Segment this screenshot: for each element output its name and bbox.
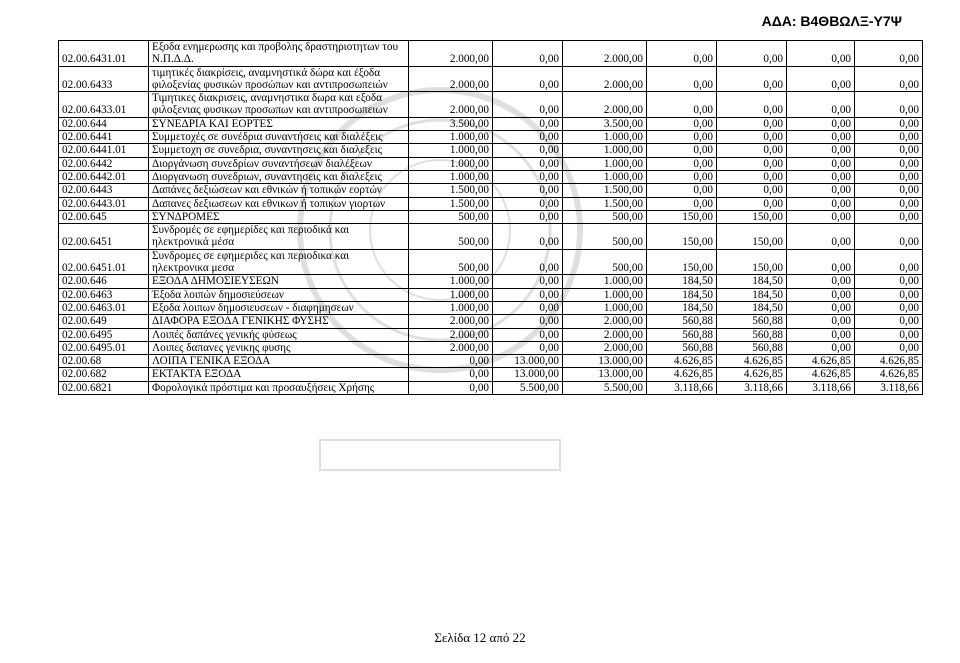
account-code-cell: 02.00.6495 [59, 328, 149, 341]
amount-cell: 184,50 [717, 301, 787, 314]
amount-cell: 4.626,85 [647, 355, 717, 368]
amount-cell: 1.500,00 [563, 184, 647, 197]
amount-cell: 0,00 [493, 249, 563, 275]
amount-cell: 0,00 [787, 328, 855, 341]
amount-cell: 560,88 [647, 341, 717, 354]
amount-cell: 0,00 [855, 249, 923, 275]
amount-cell: 0,00 [787, 131, 855, 144]
amount-cell: 0,00 [647, 197, 717, 210]
description-cell: Έξοδα λοιπών δημοσιεύσεων [149, 288, 409, 301]
amount-cell: 184,50 [717, 288, 787, 301]
amount-cell: 0,00 [647, 92, 717, 118]
table-row [59, 275, 923, 288]
amount-cell: 13.000,00 [563, 355, 647, 368]
amount-cell: 13.000,00 [563, 368, 647, 381]
amount-cell: 1.000,00 [409, 288, 493, 301]
budget-rows [59, 41, 923, 395]
amount-cell: 2.000,00 [563, 41, 647, 67]
amount-cell: 0,00 [855, 288, 923, 301]
amount-cell: 0,00 [787, 66, 855, 92]
description-cell: ΛΟΙΠΑ ΓΕΝΙΚΑ ΕΞΟΔΑ [149, 355, 409, 368]
amount-cell: 184,50 [647, 288, 717, 301]
amount-cell: 500,00 [409, 249, 493, 275]
amount-cell: 0,00 [647, 131, 717, 144]
table-row [59, 157, 923, 170]
amount-cell: 0,00 [787, 275, 855, 288]
amount-cell: 1.000,00 [563, 144, 647, 157]
amount-cell: 0,00 [493, 301, 563, 314]
table-row [59, 41, 923, 67]
amount-cell: 0,00 [787, 184, 855, 197]
description-cell: ΕΚΤΑΚΤΑ ΕΞΟΔΑ [149, 368, 409, 381]
amount-cell: 1.000,00 [563, 301, 647, 314]
amount-cell: 1.500,00 [563, 197, 647, 210]
description-cell: Εξοδα ενημερωσης και προβολης δραστηριοτητων του Ν.Π.Δ.Δ. [149, 41, 409, 67]
account-code-cell: 02.00.6431.01 [59, 41, 149, 67]
amount-cell: 0,00 [493, 184, 563, 197]
table-row [59, 341, 923, 354]
amount-cell: 0,00 [855, 224, 923, 250]
amount-cell: 150,00 [647, 224, 717, 250]
amount-cell: 2.000,00 [409, 328, 493, 341]
amount-cell: 184,50 [647, 275, 717, 288]
description-cell: Διοργάνωση συνεδρίων συναντήσεων διαλέξεων [149, 157, 409, 170]
amount-cell: 2.000,00 [409, 315, 493, 328]
account-code-cell: 02.00.6433 [59, 66, 149, 92]
description-cell: Δαπάνες δεξιώσεων και εθνικών ή τοπικών εορτών [149, 184, 409, 197]
account-code-cell: 02.00.6463 [59, 288, 149, 301]
table-row [59, 301, 923, 314]
amount-cell: 500,00 [409, 210, 493, 223]
amount-cell: 0,00 [493, 328, 563, 341]
account-code-cell: 02.00.6463.01 [59, 301, 149, 314]
amount-cell: 0,00 [647, 41, 717, 67]
amount-cell: 0,00 [787, 144, 855, 157]
amount-cell: 500,00 [563, 249, 647, 275]
amount-cell: 150,00 [647, 210, 717, 223]
budget-table [58, 40, 923, 395]
amount-cell: 150,00 [717, 249, 787, 275]
table-row [59, 224, 923, 250]
amount-cell: 0,00 [647, 184, 717, 197]
amount-cell: 500,00 [409, 224, 493, 250]
amount-cell: 0,00 [787, 197, 855, 210]
amount-cell: 0,00 [493, 197, 563, 210]
amount-cell: 0,00 [647, 117, 717, 130]
account-code-cell: 02.00.645 [59, 210, 149, 223]
amount-cell: 3.118,66 [717, 381, 787, 394]
description-cell: ΣΥΝΔΡΟΜΕΣ [149, 210, 409, 223]
table-row [59, 381, 923, 394]
amount-cell: 0,00 [493, 131, 563, 144]
amount-cell: 1.500,00 [409, 184, 493, 197]
amount-cell: 0,00 [493, 41, 563, 67]
account-code-cell: 02.00.68 [59, 355, 149, 368]
table-row [59, 249, 923, 275]
table-row [59, 355, 923, 368]
amount-cell: 2.000,00 [409, 92, 493, 118]
amount-cell: 0,00 [493, 315, 563, 328]
account-code-cell: 02.00.6443.01 [59, 197, 149, 210]
amount-cell: 0,00 [787, 341, 855, 354]
amount-cell: 150,00 [647, 249, 717, 275]
amount-cell: 4.626,85 [787, 368, 855, 381]
page-number: Σελίδα 12 από 22 [434, 630, 526, 645]
amount-cell: 2.000,00 [563, 341, 647, 354]
amount-cell: 0,00 [787, 92, 855, 118]
amount-cell: 560,88 [647, 328, 717, 341]
amount-cell: 3.500,00 [563, 117, 647, 130]
amount-cell: 0,00 [855, 157, 923, 170]
amount-cell: 0,00 [855, 315, 923, 328]
amount-cell: 2.000,00 [563, 92, 647, 118]
amount-cell: 0,00 [855, 328, 923, 341]
amount-cell: 0,00 [717, 184, 787, 197]
amount-cell: 0,00 [493, 92, 563, 118]
description-cell: Φορολογικά πρόστιμα και προσαυξήσεις Χρήσης [149, 381, 409, 394]
amount-cell: 1.000,00 [409, 170, 493, 183]
description-cell: τιμητικές διακρίσεις, αναμνηστικά δώρα και έξοδα φιλοξενίας φυσικών προσώπων και αντιπροσωπειών [149, 66, 409, 92]
amount-cell: 0,00 [493, 224, 563, 250]
description-cell: Συμμετοχη σε συνεδρια, συναντησεις και διαλεξεις [149, 144, 409, 157]
table-row [59, 210, 923, 223]
table-row [59, 131, 923, 144]
amount-cell: 4.626,85 [787, 355, 855, 368]
amount-cell: 3.118,66 [855, 381, 923, 394]
table-row [59, 368, 923, 381]
amount-cell: 0,00 [787, 288, 855, 301]
amount-cell: 1.000,00 [563, 275, 647, 288]
description-cell: Συνδρομές σε εφημερίδες και περιοδικά και ηλεκτρονικά μέσα [149, 224, 409, 250]
amount-cell: 3.118,66 [647, 381, 717, 394]
amount-cell: 0,00 [717, 197, 787, 210]
amount-cell: 500,00 [563, 210, 647, 223]
description-cell: Συμμετοχές σε συνέδρια συναντήσεις και διαλέξεις [149, 131, 409, 144]
table-row [59, 315, 923, 328]
amount-cell: 5.500,00 [563, 381, 647, 394]
amount-cell: 560,88 [717, 341, 787, 354]
amount-cell: 0,00 [855, 41, 923, 67]
amount-cell: 0,00 [717, 66, 787, 92]
account-code-cell: 02.00.6495.01 [59, 341, 149, 354]
amount-cell: 1.000,00 [409, 275, 493, 288]
amount-cell: 0,00 [855, 170, 923, 183]
amount-cell: 500,00 [563, 224, 647, 250]
amount-cell: 1.000,00 [409, 157, 493, 170]
amount-cell: 1.000,00 [563, 170, 647, 183]
amount-cell: 0,00 [787, 170, 855, 183]
amount-cell: 0,00 [493, 341, 563, 354]
amount-cell: 184,50 [717, 275, 787, 288]
amount-cell: 5.500,00 [493, 381, 563, 394]
account-code-cell: 02.00.6441 [59, 131, 149, 144]
account-code-cell: 02.00.646 [59, 275, 149, 288]
account-code-cell: 02.00.6821 [59, 381, 149, 394]
account-code-cell: 02.00.644 [59, 117, 149, 130]
description-cell: ΔΙΑΦΟΡΑ ΕΞΟΔΑ ΓΕΝΙΚΗΣ ΦΥΣΗΣ [149, 315, 409, 328]
amount-cell: 1.500,00 [409, 197, 493, 210]
account-code-cell: 02.00.6442 [59, 157, 149, 170]
amount-cell: 2.000,00 [563, 328, 647, 341]
table-row [59, 184, 923, 197]
description-cell: Δαπανες δεξιωσεων και εθνικων ή τοπικων γιορτων [149, 197, 409, 210]
table-row [59, 328, 923, 341]
amount-cell: 150,00 [717, 224, 787, 250]
amount-cell: 13.000,00 [493, 355, 563, 368]
amount-cell: 560,88 [717, 315, 787, 328]
amount-cell: 0,00 [717, 144, 787, 157]
description-cell: Λοιπες δαπανες γενικης φυσης [149, 341, 409, 354]
amount-cell: 0,00 [717, 41, 787, 67]
account-code-cell: 02.00.6443 [59, 184, 149, 197]
amount-cell: 0,00 [647, 66, 717, 92]
amount-cell: 0,00 [493, 275, 563, 288]
description-cell: Εξοδα λοιπων δημοσιευσεων - διαφημησεων [149, 301, 409, 314]
account-code-cell: 02.00.682 [59, 368, 149, 381]
amount-cell: 0,00 [409, 355, 493, 368]
amount-cell: 0,00 [647, 144, 717, 157]
amount-cell: 0,00 [493, 117, 563, 130]
amount-cell: 4.626,85 [855, 355, 923, 368]
amount-cell: 0,00 [855, 92, 923, 118]
amount-cell: 0,00 [855, 197, 923, 210]
amount-cell: 4.626,85 [717, 368, 787, 381]
table-row [59, 92, 923, 118]
amount-cell: 184,50 [647, 301, 717, 314]
amount-cell: 0,00 [787, 249, 855, 275]
amount-cell: 0,00 [855, 341, 923, 354]
table-row [59, 288, 923, 301]
amount-cell: 0,00 [493, 288, 563, 301]
amount-cell: 0,00 [855, 301, 923, 314]
amount-cell: 1.000,00 [409, 301, 493, 314]
amount-cell: 0,00 [409, 381, 493, 394]
amount-cell: 0,00 [717, 92, 787, 118]
amount-cell: 3.500,00 [409, 117, 493, 130]
table-row [59, 117, 923, 130]
amount-cell: 1.000,00 [563, 131, 647, 144]
amount-cell: 0,00 [717, 170, 787, 183]
amount-cell: 0,00 [647, 170, 717, 183]
amount-cell: 4.626,85 [717, 355, 787, 368]
amount-cell: 2.000,00 [409, 66, 493, 92]
description-cell: Διοργανωση συνεδριων, συναντησεις και διαλεξεις [149, 170, 409, 183]
amount-cell: 0,00 [855, 184, 923, 197]
amount-cell: 0,00 [787, 41, 855, 67]
amount-cell: 1.000,00 [563, 288, 647, 301]
amount-cell: 0,00 [647, 157, 717, 170]
amount-cell: 4.626,85 [647, 368, 717, 381]
table-row [59, 144, 923, 157]
amount-cell: 0,00 [787, 210, 855, 223]
account-code-cell: 02.00.6433.01 [59, 92, 149, 118]
amount-cell: 4.626,85 [855, 368, 923, 381]
amount-cell: 1.000,00 [563, 157, 647, 170]
amount-cell: 2.000,00 [409, 41, 493, 67]
description-cell: Λοιπές δαπάνες γενικής φύσεως [149, 328, 409, 341]
table-row [59, 170, 923, 183]
amount-cell: 1.000,00 [409, 131, 493, 144]
amount-cell: 0,00 [855, 117, 923, 130]
account-code-cell: 02.00.6451 [59, 224, 149, 250]
amount-cell: 0,00 [493, 144, 563, 157]
amount-cell: 0,00 [855, 131, 923, 144]
account-code-cell: 02.00.649 [59, 315, 149, 328]
amount-cell: 0,00 [787, 224, 855, 250]
amount-cell: 560,88 [647, 315, 717, 328]
amount-cell: 0,00 [855, 210, 923, 223]
account-code-cell: 02.00.6451.01 [59, 249, 149, 275]
amount-cell: 0,00 [855, 275, 923, 288]
amount-cell: 0,00 [787, 315, 855, 328]
amount-cell: 0,00 [787, 117, 855, 130]
amount-cell: 13.000,00 [493, 368, 563, 381]
description-cell: ΕΞΟΔΑ ΔΗΜΟΣΙΕΥΣΕΩΝ [149, 275, 409, 288]
amount-cell: 0,00 [717, 131, 787, 144]
table-row [59, 197, 923, 210]
amount-cell: 150,00 [717, 210, 787, 223]
amount-cell: 0,00 [493, 66, 563, 92]
amount-cell: 0,00 [493, 170, 563, 183]
table-row [59, 66, 923, 92]
amount-cell: 0,00 [493, 157, 563, 170]
amount-cell: 3.118,66 [787, 381, 855, 394]
amount-cell: 2.000,00 [409, 341, 493, 354]
amount-cell: 0,00 [717, 117, 787, 130]
amount-cell: 0,00 [855, 66, 923, 92]
amount-cell: 0,00 [855, 144, 923, 157]
amount-cell: 0,00 [717, 157, 787, 170]
description-cell: Συνδρομες σε εφημεριδες και περιοδικα και ηλεκτρονικα μεσα [149, 249, 409, 275]
ada-code: ΑΔΑ: Β4ΘΒΩΛΞ-Υ7Ψ [761, 13, 902, 29]
amount-cell: 560,88 [717, 328, 787, 341]
description-cell: ΣΥΝΕΔΡΙΑ ΚΑΙ ΕΟΡΤΕΣ [149, 117, 409, 130]
amount-cell: 2.000,00 [563, 66, 647, 92]
account-code-cell: 02.00.6441.01 [59, 144, 149, 157]
amount-cell: 0,00 [409, 368, 493, 381]
description-cell: Τιμητικες διακρισεις, αναμνηστικα δωρα και εξοδα φιλοξενιας φυσικων προσωπων και αντιπροσωπειων [149, 92, 409, 118]
amount-cell: 2.000,00 [563, 315, 647, 328]
amount-cell: 0,00 [493, 210, 563, 223]
amount-cell: 1.000,00 [409, 144, 493, 157]
amount-cell: 0,00 [787, 157, 855, 170]
amount-cell: 0,00 [787, 301, 855, 314]
account-code-cell: 02.00.6442.01 [59, 170, 149, 183]
